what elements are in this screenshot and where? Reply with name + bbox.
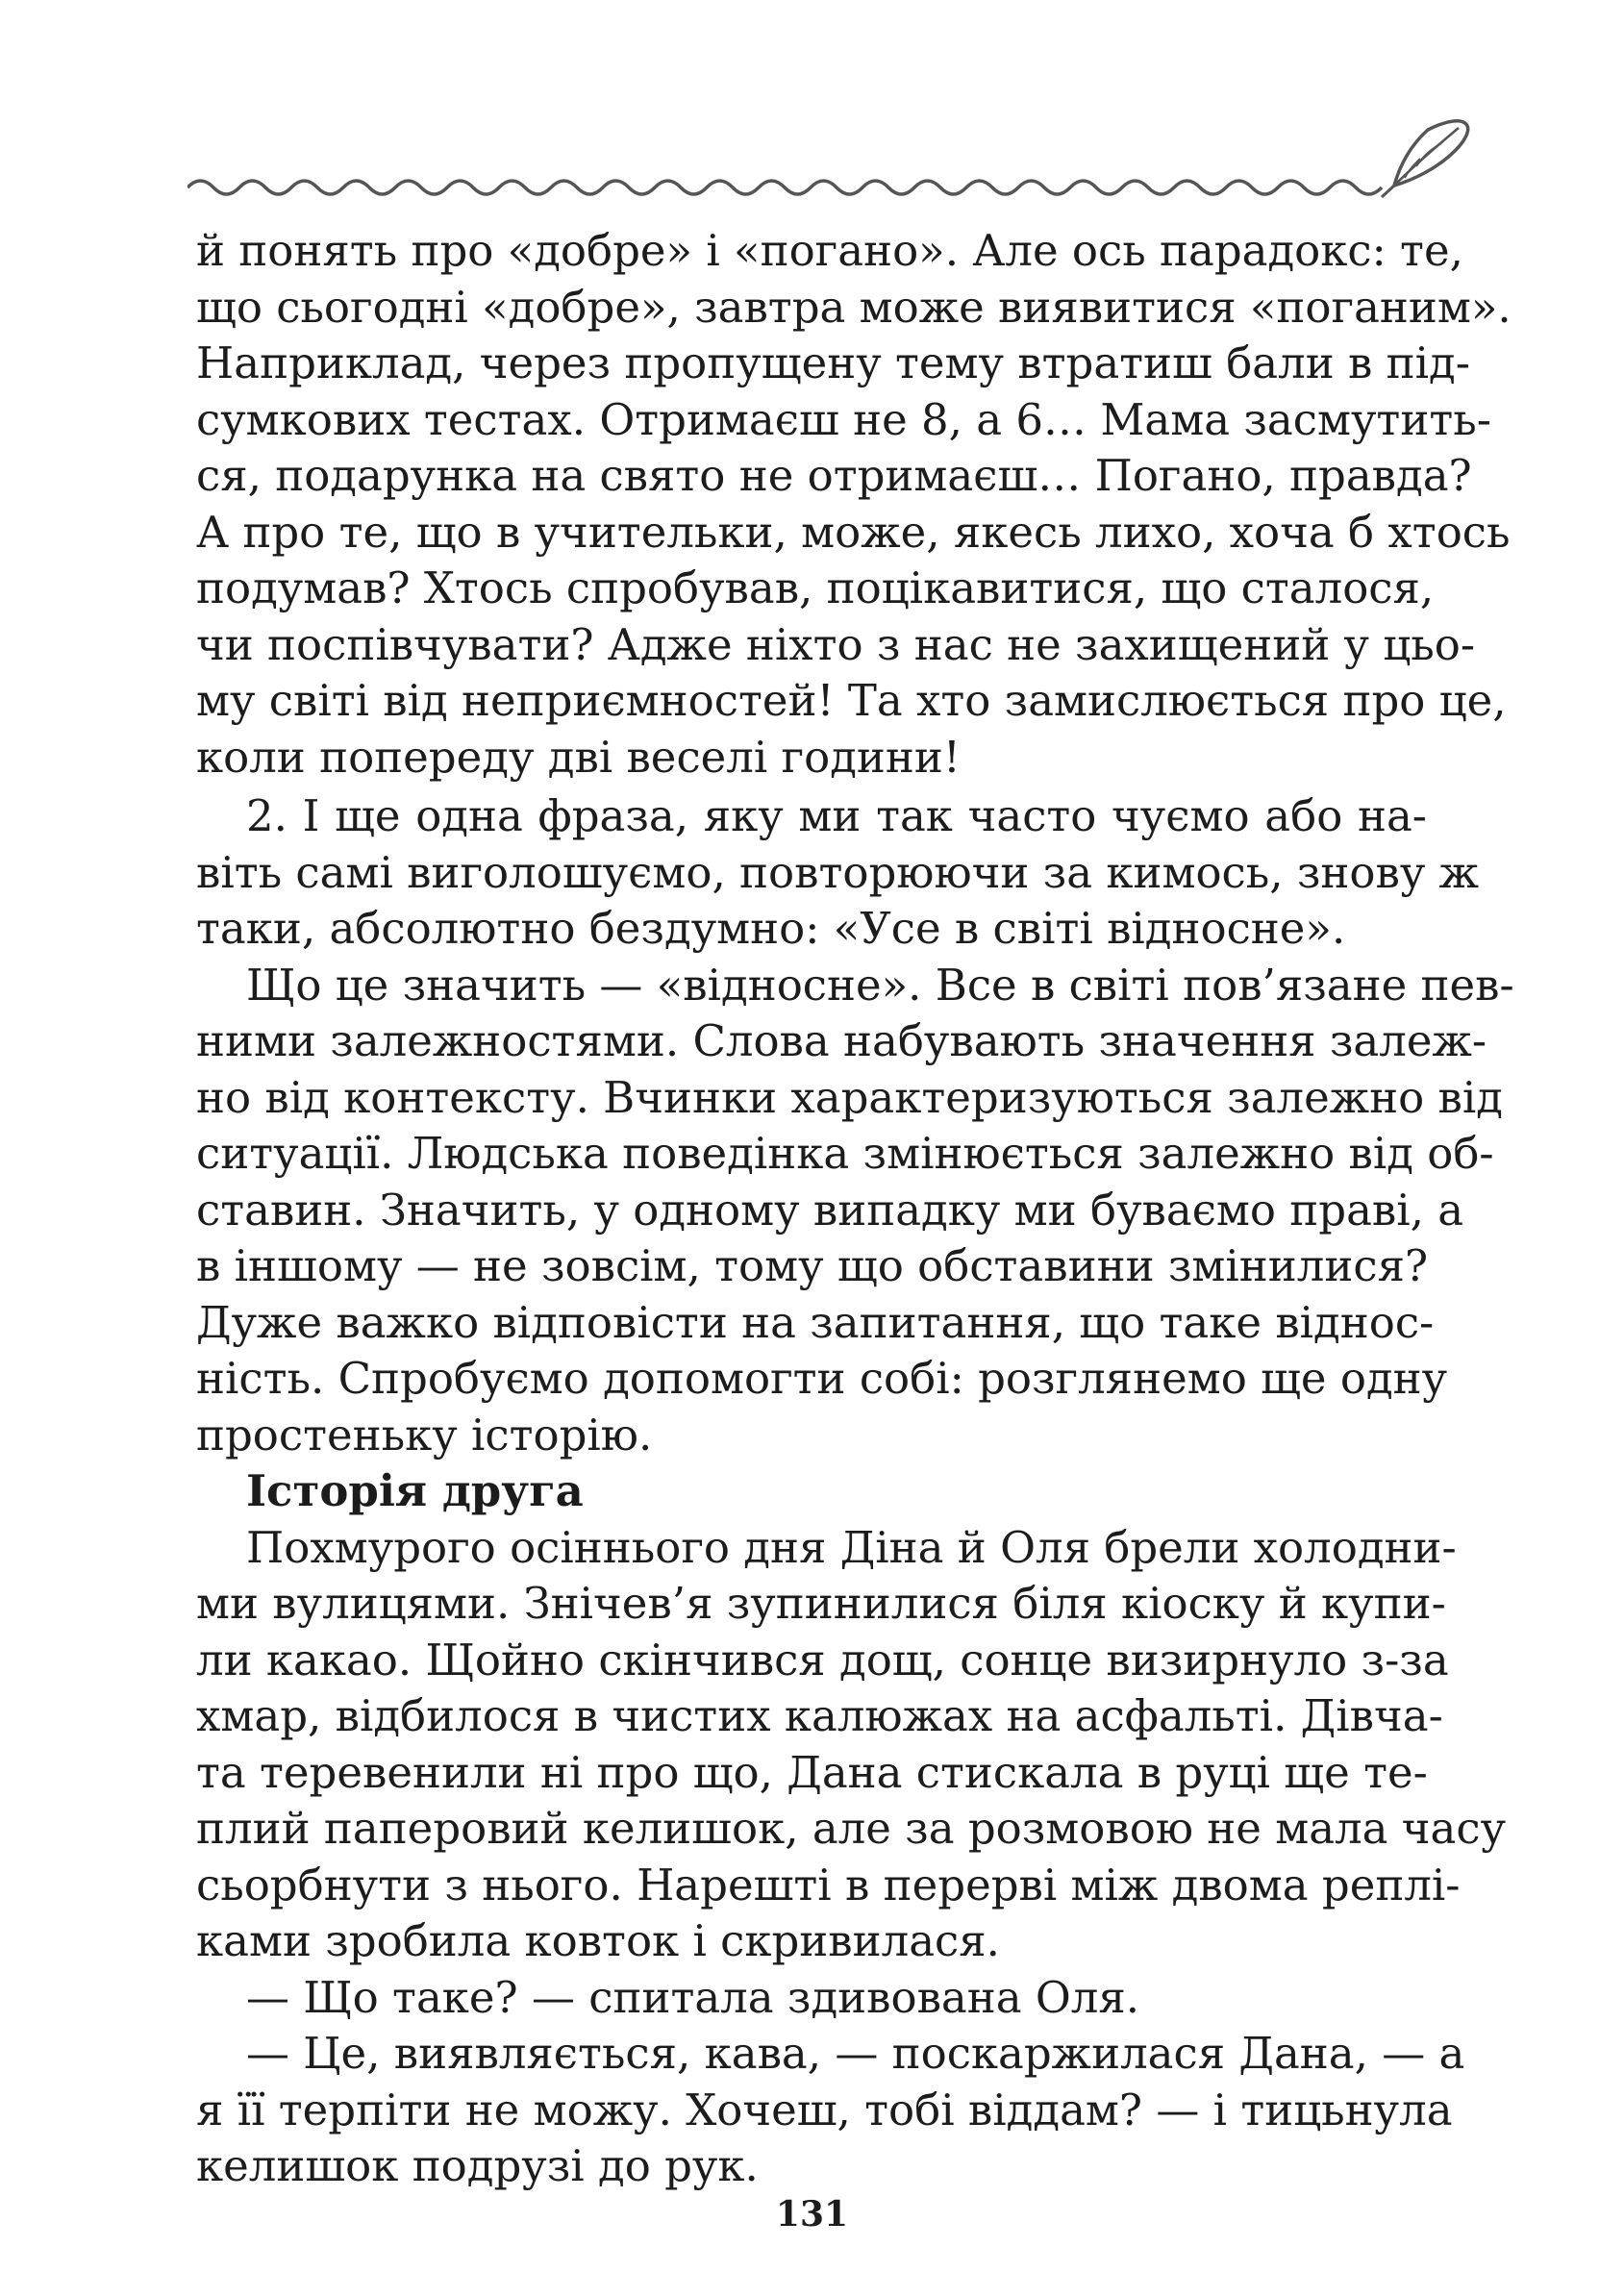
- text-line: ми вулицями. Знічев’я зупинилися біля кіоску й купи-: [196, 1578, 1446, 1629]
- main-text: [196, 788, 1514, 2195]
- text-line: ками зробила ковток і скривилася.: [196, 1915, 1000, 1966]
- wave-line: [187, 181, 1382, 194]
- text-line: віть самі виголошуємо, повторюючи за кимось, знову ж: [196, 846, 1480, 898]
- text-line: й понять про «добре» і «погано». Але ось парадокс: те,: [196, 225, 1463, 276]
- text-line: плий паперовий келишок, але за розмовою не мала часу: [196, 1803, 1507, 1854]
- wave-ornament: [187, 111, 1476, 207]
- dialogue-line: — Що таке? — спитала здивована Оля.: [246, 1971, 1140, 2023]
- text-line: сумкових тестах. Отримаєш не 8, а 6… Мама засмутить-: [196, 393, 1491, 445]
- text-line: Наприклад, через пропущену тему втратиш бали в під-: [196, 337, 1470, 388]
- text-line: ли какао. Щойно скінчився дощ, сонце визирнуло з-за: [196, 1634, 1449, 1685]
- text-line: Похмурого осіннього дня Діна й Оля брели холодни-: [246, 1521, 1457, 1573]
- text-line: келишок подрузі до рук.: [196, 2140, 759, 2191]
- text-line: му світі від неприємностей! Та хто замислюється про це,: [196, 675, 1507, 726]
- text-line: сьорбнути з нього. Нарешті в перерві між двома реплі-: [196, 1859, 1461, 1910]
- text-line: ставин. Значить, у одному випадку ми буваємо праві, а: [196, 1184, 1464, 1236]
- text-line: я її терпіти не можу. Хочеш, тобі віддам? — і тицьнула: [196, 2084, 1453, 2135]
- text-line: ними залежностями. Слова набувають значення залеж-: [196, 1015, 1487, 1066]
- paragraph-continuation: [196, 223, 1512, 786]
- text-line: коли попереду дві веселі години!: [196, 731, 961, 783]
- text-line: 2. І ще одна фраза, яку ми так часто чуємо або на-: [246, 790, 1427, 841]
- feather-icon: [1382, 121, 1468, 197]
- page-number: 131: [775, 2194, 849, 2235]
- dialogue-line: — Це, виявляється, кава, — поскаржилася Дана, — а: [246, 2028, 1465, 2079]
- text-line: Дуже важко відповісти на запитання, що таке віднос-: [196, 1296, 1435, 1348]
- text-line: ність. Спробуємо допомогти собі: розглянемо ще одну: [196, 1353, 1448, 1404]
- text-line: подумав? Хтось спробував, поцікавитися, що сталося,: [196, 562, 1435, 613]
- text-line: що сьогодні «добре», завтра може виявитися «поганим».: [196, 281, 1512, 333]
- text-line: чи поспівчувати? Адже ніхто з нас не захищений у цьо-: [196, 618, 1476, 670]
- section-heading: Історія друга: [246, 1465, 584, 1516]
- text-line: в іншому — не зовсім, тому що обставини змінилися?: [196, 1240, 1429, 1291]
- text-line: хмар, відбилося в чистих калюжах на асфальті. Дівча-: [196, 1690, 1443, 1741]
- text-line: А про те, що в учительки, може, якесь лихо, хоча б хтось: [196, 506, 1511, 558]
- text-line: ситуації. Людська поведінка змінюється залежно від об-: [196, 1128, 1494, 1179]
- text-line: но від контексту. Вчинки характеризуються залежно від: [196, 1071, 1503, 1123]
- text-line: простеньку історію.: [196, 1409, 653, 1461]
- text-line: таки, абсолютно бездумно: «Усе в світі відносне».: [196, 903, 1346, 954]
- text-line: ся, подарунка на свято не отримаєш… Погано, правда?: [196, 450, 1472, 501]
- text-line: та теревенили ні про що, Дана стискала в руці ще те-: [196, 1746, 1428, 1798]
- text-line: Що це значить — «відносне». Все в світі пов’язане пев-: [246, 959, 1514, 1011]
